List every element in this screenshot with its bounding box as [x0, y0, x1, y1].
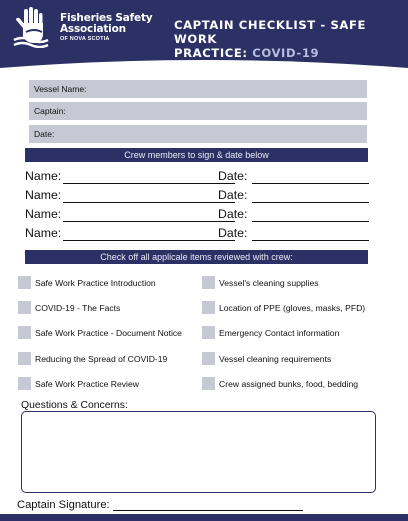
date-label: Date: — [34, 129, 55, 139]
page-title — [174, 18, 408, 60]
checklist-item-label: Reducing the Spread of COVID-19 — [35, 354, 168, 364]
date-signature-line[interactable] — [252, 202, 369, 203]
name-signature-line[interactable] — [63, 221, 235, 222]
page-title-prefix: PRACTICE: — [174, 46, 253, 60]
checkbox[interactable] — [18, 276, 31, 289]
header-banner — [0, 0, 408, 74]
checklist-item-label: Location of PPE (gloves, masks, PFD) — [219, 303, 366, 313]
captain-field[interactable] — [29, 102, 367, 120]
org-name — [60, 13, 152, 42]
crew-sign-row — [25, 188, 370, 204]
checkbox[interactable] — [18, 326, 31, 339]
checkbox[interactable] — [202, 301, 215, 314]
checkbox[interactable] — [202, 377, 215, 390]
vessel-name-field[interactable] — [29, 80, 367, 98]
name-signature-line[interactable] — [63, 202, 235, 203]
checkbox[interactable] — [18, 301, 31, 314]
checklist-item-label: Safe Work Practice - Document Notice — [35, 328, 182, 338]
crew-sign-row — [25, 207, 370, 223]
date-signature-line[interactable] — [252, 240, 369, 241]
checkbox[interactable] — [202, 326, 215, 339]
checklist-item-label: Safe Work Practice Introduction — [35, 278, 156, 288]
page-title-accent: COVID-19 — [252, 46, 320, 60]
checkbox[interactable] — [202, 352, 215, 365]
crew-sign-row — [25, 169, 370, 185]
hand-logo-icon — [12, 6, 50, 48]
date-signature-line[interactable] — [252, 221, 369, 222]
questions-label: Questions & Concerns: — [21, 400, 128, 411]
crew-section-bar: Crew members to sign & date below — [25, 148, 368, 162]
vessel-name-label: Vessel Name: — [34, 84, 87, 94]
org-name-line3: OF NOVA SCOTIA — [60, 36, 110, 42]
checklist-section-bar: Check off all applicale items reviewed with crew: — [25, 250, 368, 264]
date-label: Date: — [218, 226, 248, 240]
captain-label: Captain: — [34, 106, 66, 116]
checkbox[interactable] — [18, 352, 31, 365]
date-label: Date: — [218, 207, 248, 221]
crew-sign-row — [25, 226, 370, 242]
name-label: Name: — [25, 226, 62, 240]
captain-signature-label: Captain Signature: — [17, 499, 110, 511]
checklist-item-label: Vessel cleaning requirements — [219, 354, 332, 364]
org-name-line2: Association — [60, 23, 126, 35]
name-label: Name: — [25, 188, 62, 202]
page-title-line1: CAPTAIN CHECKLIST - SAFE WORK — [174, 18, 367, 46]
date-signature-line[interactable] — [252, 183, 369, 184]
date-field[interactable] — [29, 125, 367, 143]
date-label: Date: — [218, 188, 248, 202]
footer-bar — [0, 514, 408, 521]
name-signature-line[interactable] — [63, 183, 235, 184]
name-signature-line[interactable] — [63, 240, 235, 241]
checkbox[interactable] — [202, 276, 215, 289]
checklist-item-label: COVID-19 - The Facts — [35, 303, 121, 313]
checklist-item-label: Vessel's cleaning supplies — [219, 278, 319, 288]
captain-signature-line[interactable] — [113, 510, 303, 511]
checklist-item-label: Safe Work Practice Review — [35, 379, 139, 389]
checklist-item-label: Crew assigned bunks, food, bedding — [219, 379, 359, 389]
name-label: Name: — [25, 169, 62, 183]
date-label: Date: — [218, 169, 248, 183]
name-label: Name: — [25, 207, 62, 221]
checkbox[interactable] — [18, 377, 31, 390]
questions-textbox[interactable] — [21, 411, 376, 493]
header-curve — [0, 58, 408, 74]
org-name-line1: Fisheries Safety — [60, 12, 153, 24]
checklist-item-label: Emergency Contact information — [219, 328, 340, 338]
